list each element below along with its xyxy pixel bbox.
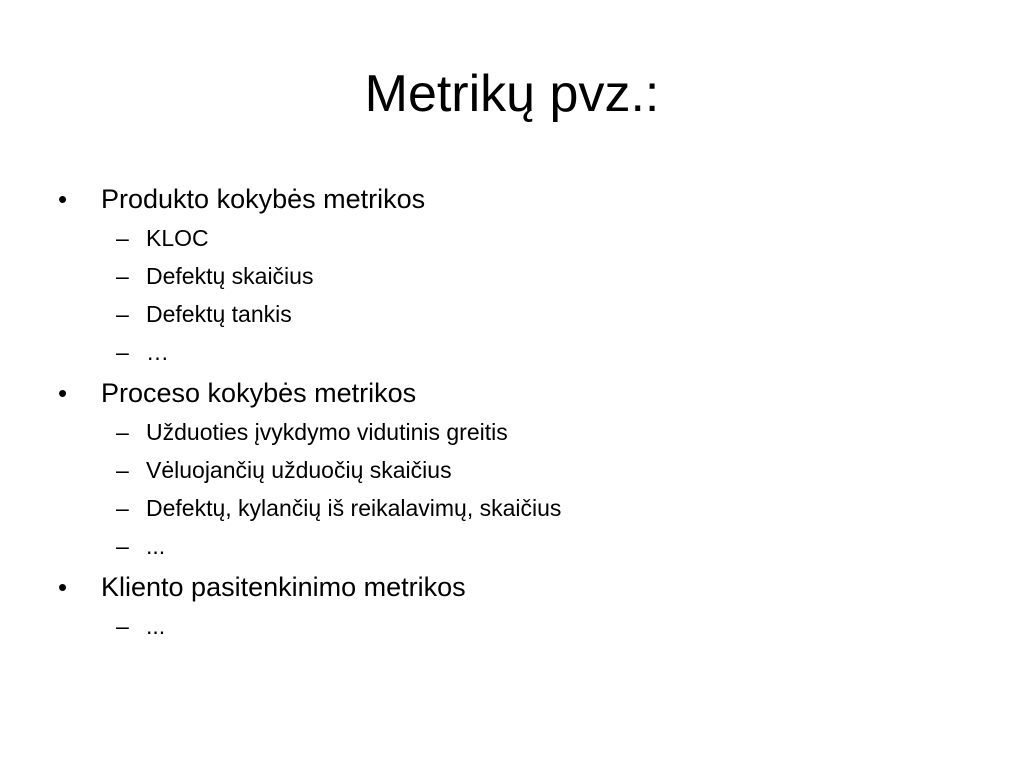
sub-item <box>0 528 1024 566</box>
sub-item-text: Defektų skaičius <box>146 263 314 289</box>
bullet-item <box>0 178 1024 220</box>
dash-icon: – <box>116 301 129 327</box>
sub-item-text: Defektų tankis <box>146 301 292 327</box>
sub-item-text: Vėluojančių užduočių skaičius <box>146 457 452 483</box>
sub-item-text: … <box>146 339 169 365</box>
bullet-item <box>0 566 1024 608</box>
dash-icon: – <box>116 339 129 365</box>
sub-item-text: Užduoties įvykdymo vidutinis greitis <box>146 419 508 445</box>
dash-icon: – <box>116 225 129 251</box>
bullet-dot-icon: • <box>58 184 68 214</box>
bullet-text: Proceso kokybės metrikos <box>101 378 417 408</box>
sub-item <box>0 490 1024 528</box>
sub-item <box>0 296 1024 334</box>
bullet-item <box>0 372 1024 414</box>
sub-item-text: Defektų, kylančių iš reikalavimų, skaičius <box>146 495 562 521</box>
sub-item <box>0 452 1024 490</box>
dash-icon: – <box>116 457 129 483</box>
sub-item-text: ... <box>146 533 166 559</box>
bullet-text: Produkto kokybės metrikos <box>101 184 426 214</box>
dash-icon: – <box>116 263 129 289</box>
dash-icon: – <box>116 613 129 639</box>
slide-title: Metrikų pvz.: <box>364 65 660 123</box>
dash-icon: – <box>116 495 129 521</box>
sub-item <box>0 608 1024 646</box>
sub-item <box>0 258 1024 296</box>
dash-icon: – <box>116 533 129 559</box>
sub-item <box>0 334 1024 372</box>
bullet-list <box>0 178 1024 646</box>
dash-icon: – <box>116 419 129 445</box>
bullet-dot-icon: • <box>58 378 68 408</box>
bullet-dot-icon: • <box>58 572 68 602</box>
sub-item <box>0 220 1024 258</box>
sub-item <box>0 414 1024 452</box>
bullet-text: Kliento pasitenkinimo metrikos <box>101 572 466 602</box>
sub-item-text: KLOC <box>146 225 209 251</box>
sub-item-text: ... <box>146 613 166 639</box>
